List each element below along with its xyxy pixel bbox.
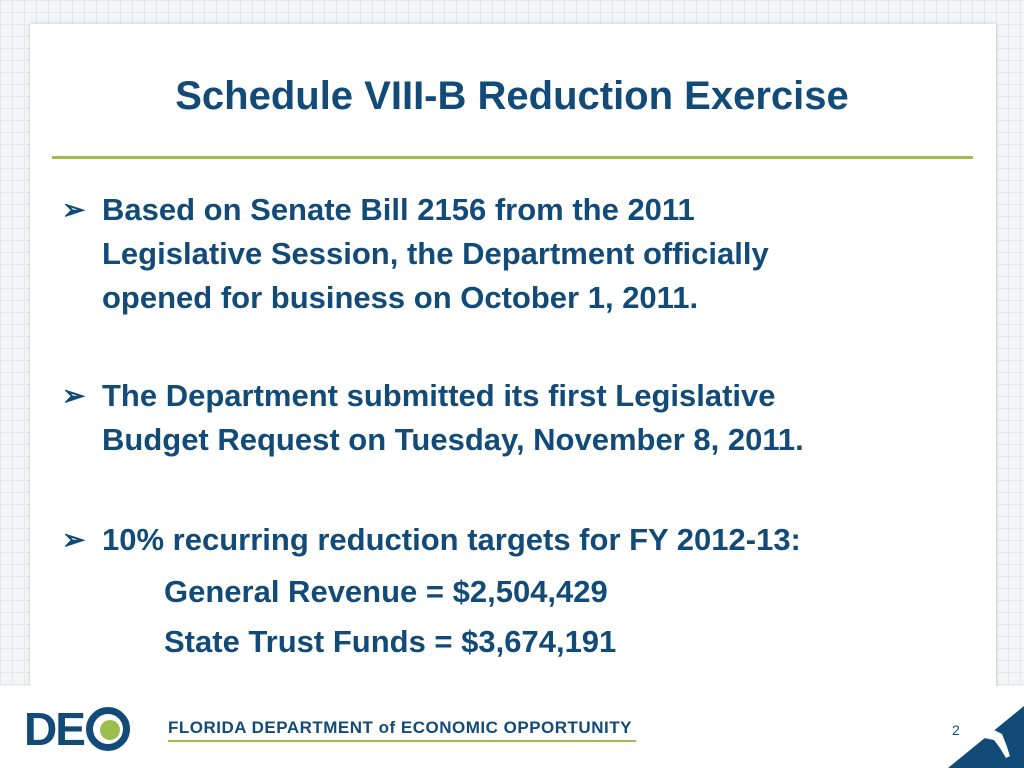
bullet-2 bbox=[62, 374, 962, 462]
slide-title: Schedule VIII-B Reduction Exercise bbox=[175, 74, 849, 118]
organization-name: FLORIDA DEPARTMENT of ECONOMIC OPPORTUNITY bbox=[168, 718, 632, 737]
logo-letters: DE bbox=[24, 703, 84, 755]
target-state-trust-funds: State Trust Funds = $3,674,191 bbox=[164, 624, 617, 659]
bullet-2-line-1: The Department submitted its first Legislative bbox=[102, 378, 776, 413]
bullet-1 bbox=[62, 188, 962, 320]
bullet-3-line-1: 10% recurring reduction targets for FY 2012-13: bbox=[102, 522, 801, 557]
logo-sun-icon bbox=[86, 707, 130, 751]
florida-corner-icon bbox=[948, 706, 1024, 768]
bullet-3 bbox=[62, 518, 962, 562]
arrow-bullet-icon: ➢ bbox=[62, 194, 86, 225]
arrow-bullet-icon: ➢ bbox=[62, 524, 86, 555]
organization-underline bbox=[168, 740, 636, 742]
arrow-bullet-icon: ➢ bbox=[62, 380, 86, 411]
title-divider bbox=[52, 156, 973, 159]
page-number: 2 bbox=[952, 722, 960, 738]
target-general-revenue: General Revenue = $2,504,429 bbox=[164, 574, 608, 609]
deo-logo bbox=[24, 704, 130, 754]
bullet-2-line-2: Budget Request on Tuesday, November 8, 2011. bbox=[102, 422, 804, 457]
bullet-1-line-1: Based on Senate Bill 2156 from the 2011 bbox=[102, 192, 695, 227]
bullet-1-line-2: Legislative Session, the Department officially bbox=[102, 236, 769, 271]
bullet-1-line-3: opened for business on October 1, 2011. bbox=[102, 280, 699, 315]
